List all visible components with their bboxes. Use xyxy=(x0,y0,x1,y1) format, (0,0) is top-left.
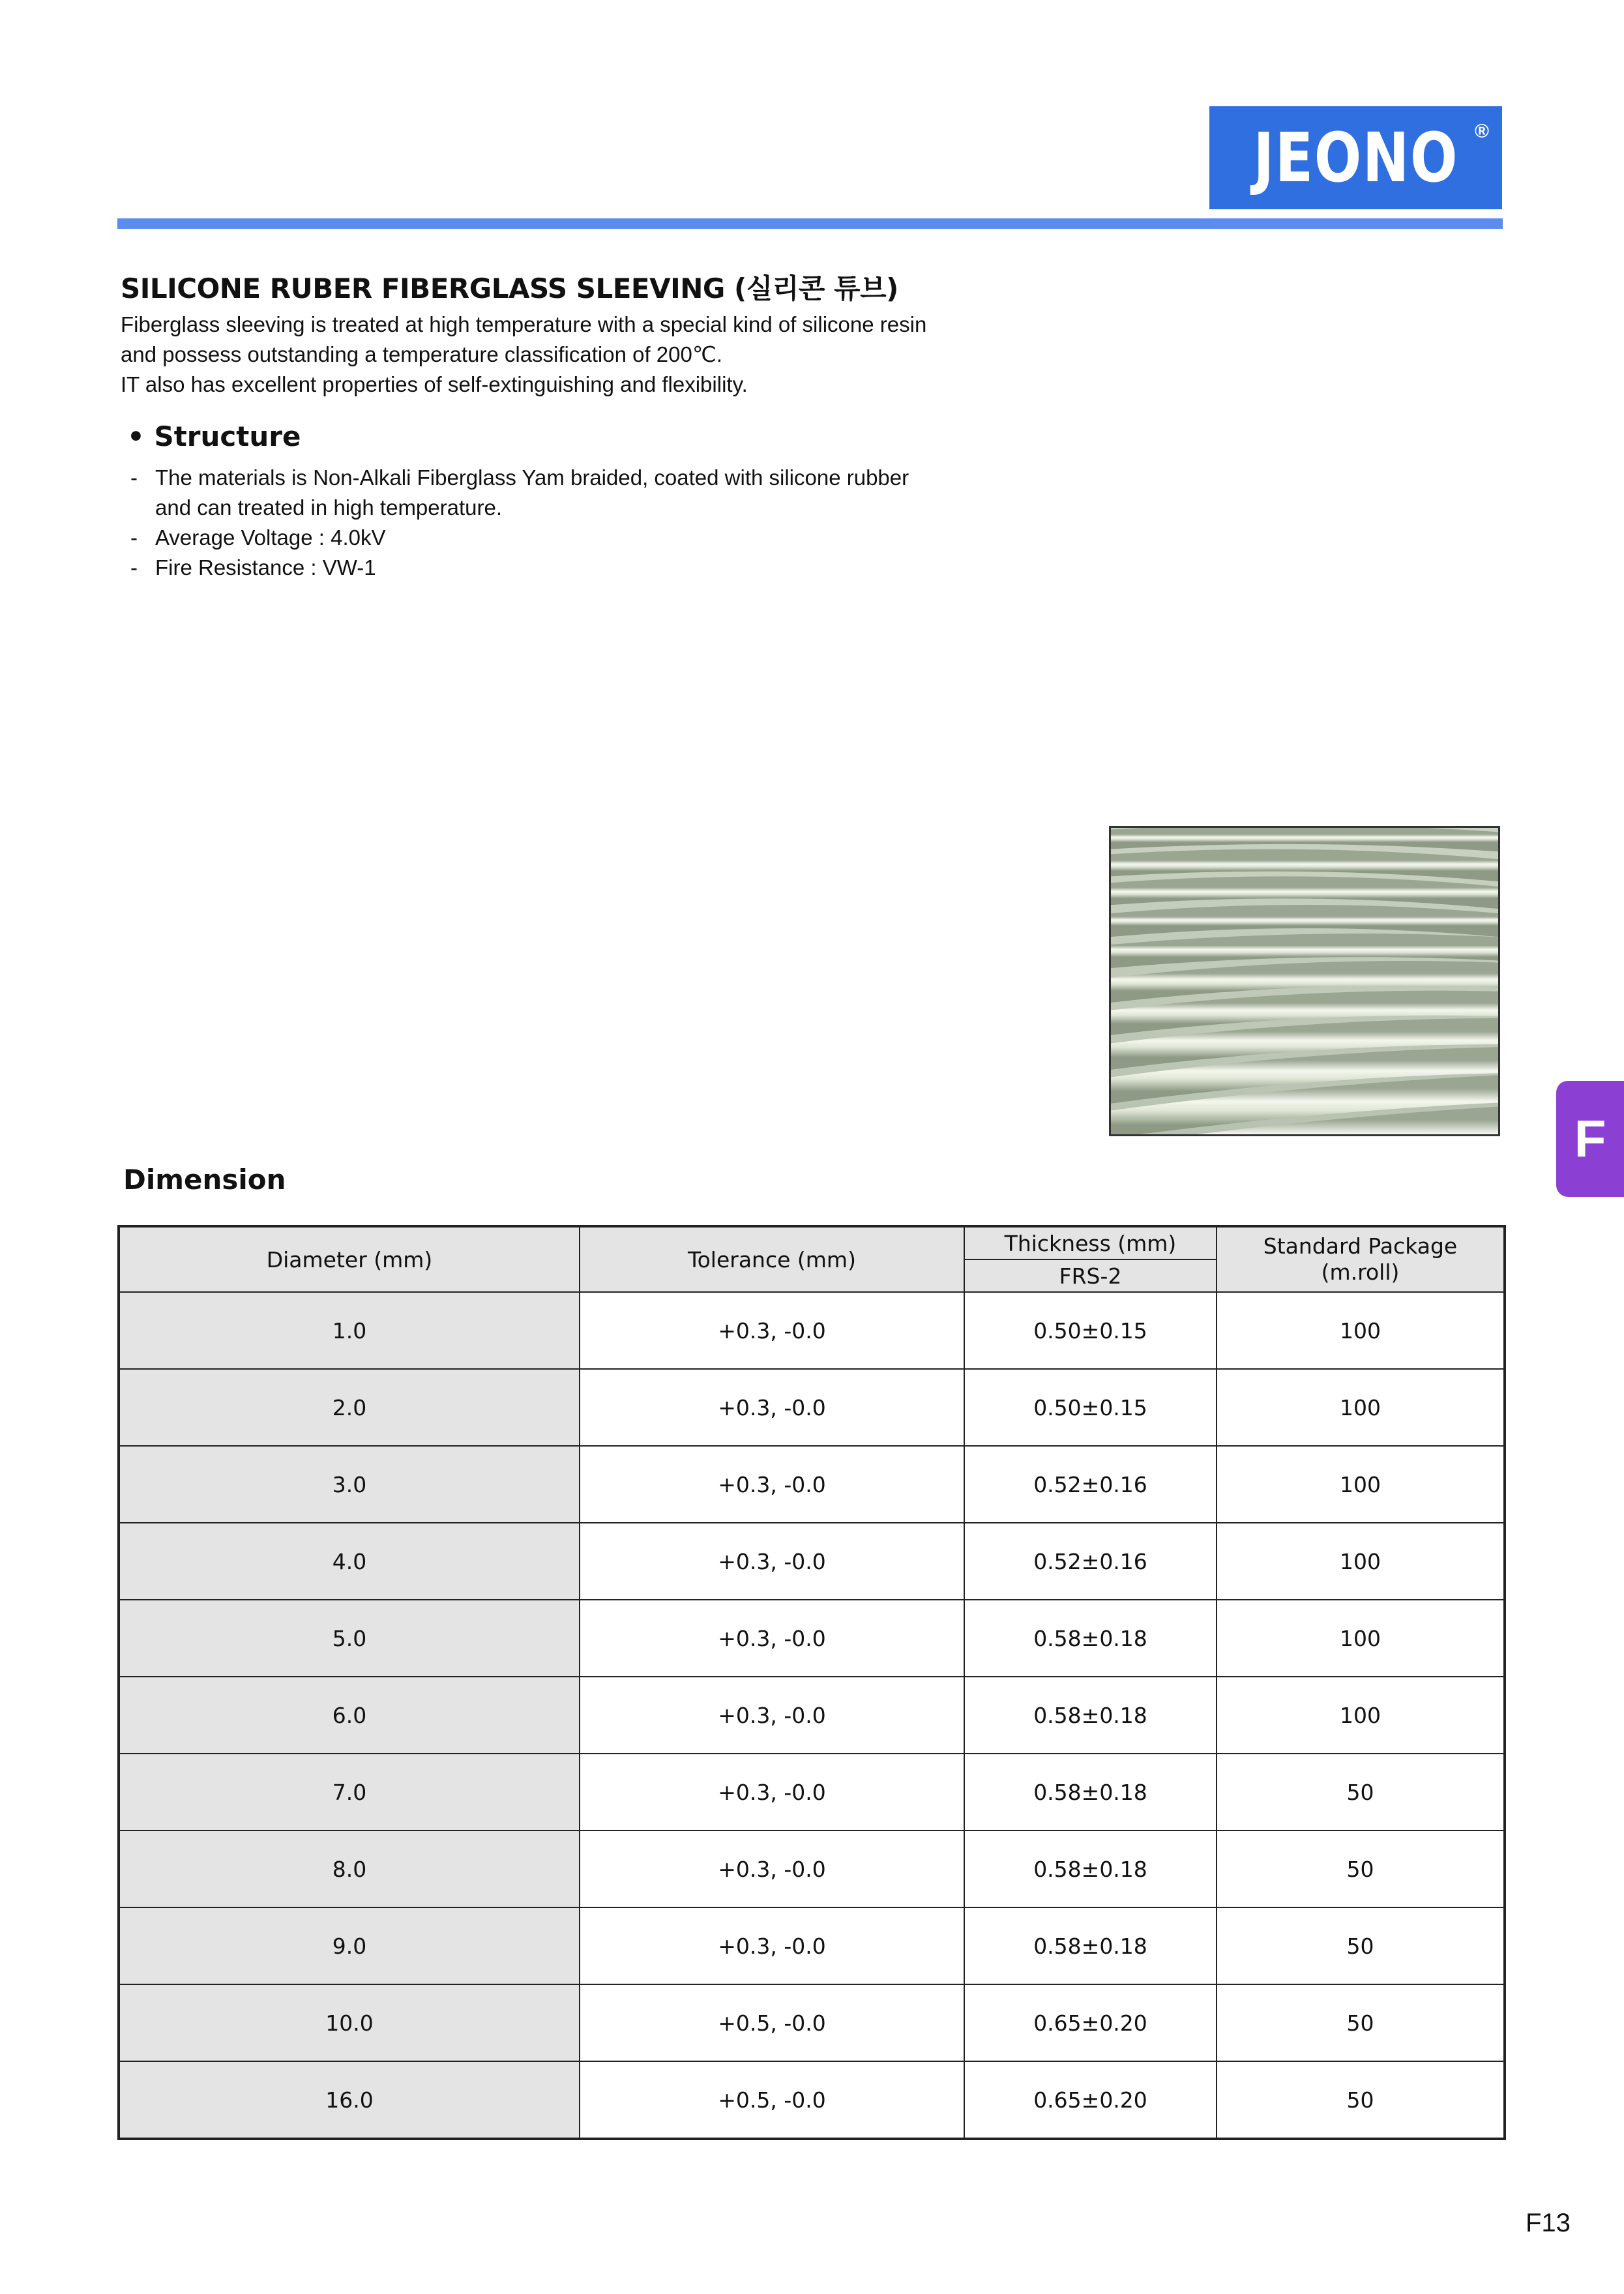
table-row xyxy=(119,1677,1505,1754)
cell-tolerance: +0.3, -0.0 xyxy=(580,1292,964,1369)
cell-package: 100 xyxy=(1217,1523,1505,1600)
dimension-table xyxy=(117,1225,1506,2140)
table-row xyxy=(119,1754,1505,1831)
page-number: F13 xyxy=(1526,2209,1571,2237)
cell-diameter: 5.0 xyxy=(119,1600,580,1677)
product-title: SILICONE RUBER FIBERGLASS SLEEVING (실리콘 튜브) xyxy=(121,272,898,304)
cell-diameter: 6.0 xyxy=(119,1677,580,1754)
cell-package: 50 xyxy=(1217,1984,1505,2061)
cell-package: 100 xyxy=(1217,1446,1505,1523)
cell-tolerance: +0.3, -0.0 xyxy=(580,1446,964,1523)
table-row xyxy=(119,1523,1505,1600)
cell-thickness: 0.52±0.16 xyxy=(964,1446,1217,1523)
cell-diameter: 7.0 xyxy=(119,1754,580,1831)
cell-package: 50 xyxy=(1217,1831,1505,1907)
cell-tolerance: +0.3, -0.0 xyxy=(580,1369,964,1446)
table-row xyxy=(119,2061,1505,2139)
structure-item: - The materials is Non-Alkali Fiberglass Yam braided, coated with silicone rubber xyxy=(130,465,909,490)
table-row xyxy=(119,1292,1505,1369)
registered-mark: ® xyxy=(1474,121,1489,142)
table-row xyxy=(119,1446,1505,1523)
logo-text: JEONO xyxy=(1253,118,1458,198)
cell-package: 50 xyxy=(1217,1907,1505,1984)
cell-package: 100 xyxy=(1217,1600,1505,1677)
cell-thickness: 0.65±0.20 xyxy=(964,2061,1217,2139)
product-photo xyxy=(1109,826,1500,1136)
header-thickness: Thickness (mm) xyxy=(964,1226,1217,1259)
cell-tolerance: +0.3, -0.0 xyxy=(580,1600,964,1677)
table-row xyxy=(119,1369,1505,1446)
cell-thickness: 0.58±0.18 xyxy=(964,1600,1217,1677)
cell-package: 50 xyxy=(1217,2061,1505,2139)
cell-tolerance: +0.3, -0.0 xyxy=(580,1907,964,1984)
cell-tolerance: +0.5, -0.0 xyxy=(580,2061,964,2139)
cell-diameter: 9.0 xyxy=(119,1907,580,1984)
description-line: Fiberglass sleeving is treated at high temperature with a special kind of silicone resin xyxy=(121,312,927,336)
description-line: and possess outstanding a temperature classification of 200℃. xyxy=(121,342,723,366)
cell-thickness: 0.50±0.15 xyxy=(964,1369,1217,1446)
cell-thickness: 0.58±0.18 xyxy=(964,1754,1217,1831)
dimension-heading: Dimension xyxy=(123,1164,286,1196)
brand-logo xyxy=(1209,106,1502,209)
product-description xyxy=(121,310,1099,400)
header-diameter: Diameter (mm) xyxy=(119,1226,580,1292)
cell-package: 100 xyxy=(1217,1677,1505,1754)
section-tab-f[interactable]: F xyxy=(1556,1081,1624,1197)
cell-tolerance: +0.3, -0.0 xyxy=(580,1677,964,1754)
cell-diameter: 8.0 xyxy=(119,1831,580,1907)
table-row xyxy=(119,1907,1505,1984)
table-row xyxy=(119,1831,1505,1907)
cell-thickness: 0.58±0.18 xyxy=(964,1677,1217,1754)
cell-thickness: 0.58±0.18 xyxy=(964,1907,1217,1984)
cell-thickness: 0.50±0.15 xyxy=(964,1292,1217,1369)
cell-diameter: 4.0 xyxy=(119,1523,580,1600)
header-tolerance: Tolerance (mm) xyxy=(580,1226,964,1292)
structure-item: - Average Voltage : 4.0kV xyxy=(130,525,386,550)
structure-heading: • Structure xyxy=(127,420,301,452)
cell-tolerance: +0.3, -0.0 xyxy=(580,1523,964,1600)
structure-item-continued: and can treated in high temperature. xyxy=(155,495,503,520)
cell-diameter: 2.0 xyxy=(119,1369,580,1446)
structure-list xyxy=(130,463,909,583)
cell-diameter: 1.0 xyxy=(119,1292,580,1369)
header-standard-package: Standard Package (m.roll) xyxy=(1217,1226,1505,1292)
cell-package: 100 xyxy=(1217,1369,1505,1446)
cell-tolerance: +0.5, -0.0 xyxy=(580,1984,964,2061)
header-thickness-frs2: FRS-2 xyxy=(964,1259,1217,1292)
cell-thickness: 0.52±0.16 xyxy=(964,1523,1217,1600)
cell-diameter: 3.0 xyxy=(119,1446,580,1523)
cell-package: 100 xyxy=(1217,1292,1505,1369)
header-rule xyxy=(117,218,1503,229)
description-line: IT also has excellent properties of self-extinguishing and flexibility. xyxy=(121,372,748,396)
cell-thickness: 0.58±0.18 xyxy=(964,1831,1217,1907)
cell-tolerance: +0.3, -0.0 xyxy=(580,1831,964,1907)
table-row xyxy=(119,1984,1505,2061)
table-row xyxy=(119,1600,1505,1677)
cell-diameter: 10.0 xyxy=(119,1984,580,2061)
cell-package: 50 xyxy=(1217,1754,1505,1831)
cell-thickness: 0.65±0.20 xyxy=(964,1984,1217,2061)
structure-item: - Fire Resistance : VW-1 xyxy=(130,555,376,580)
cell-diameter: 16.0 xyxy=(119,2061,580,2139)
cell-tolerance: +0.3, -0.0 xyxy=(580,1754,964,1831)
